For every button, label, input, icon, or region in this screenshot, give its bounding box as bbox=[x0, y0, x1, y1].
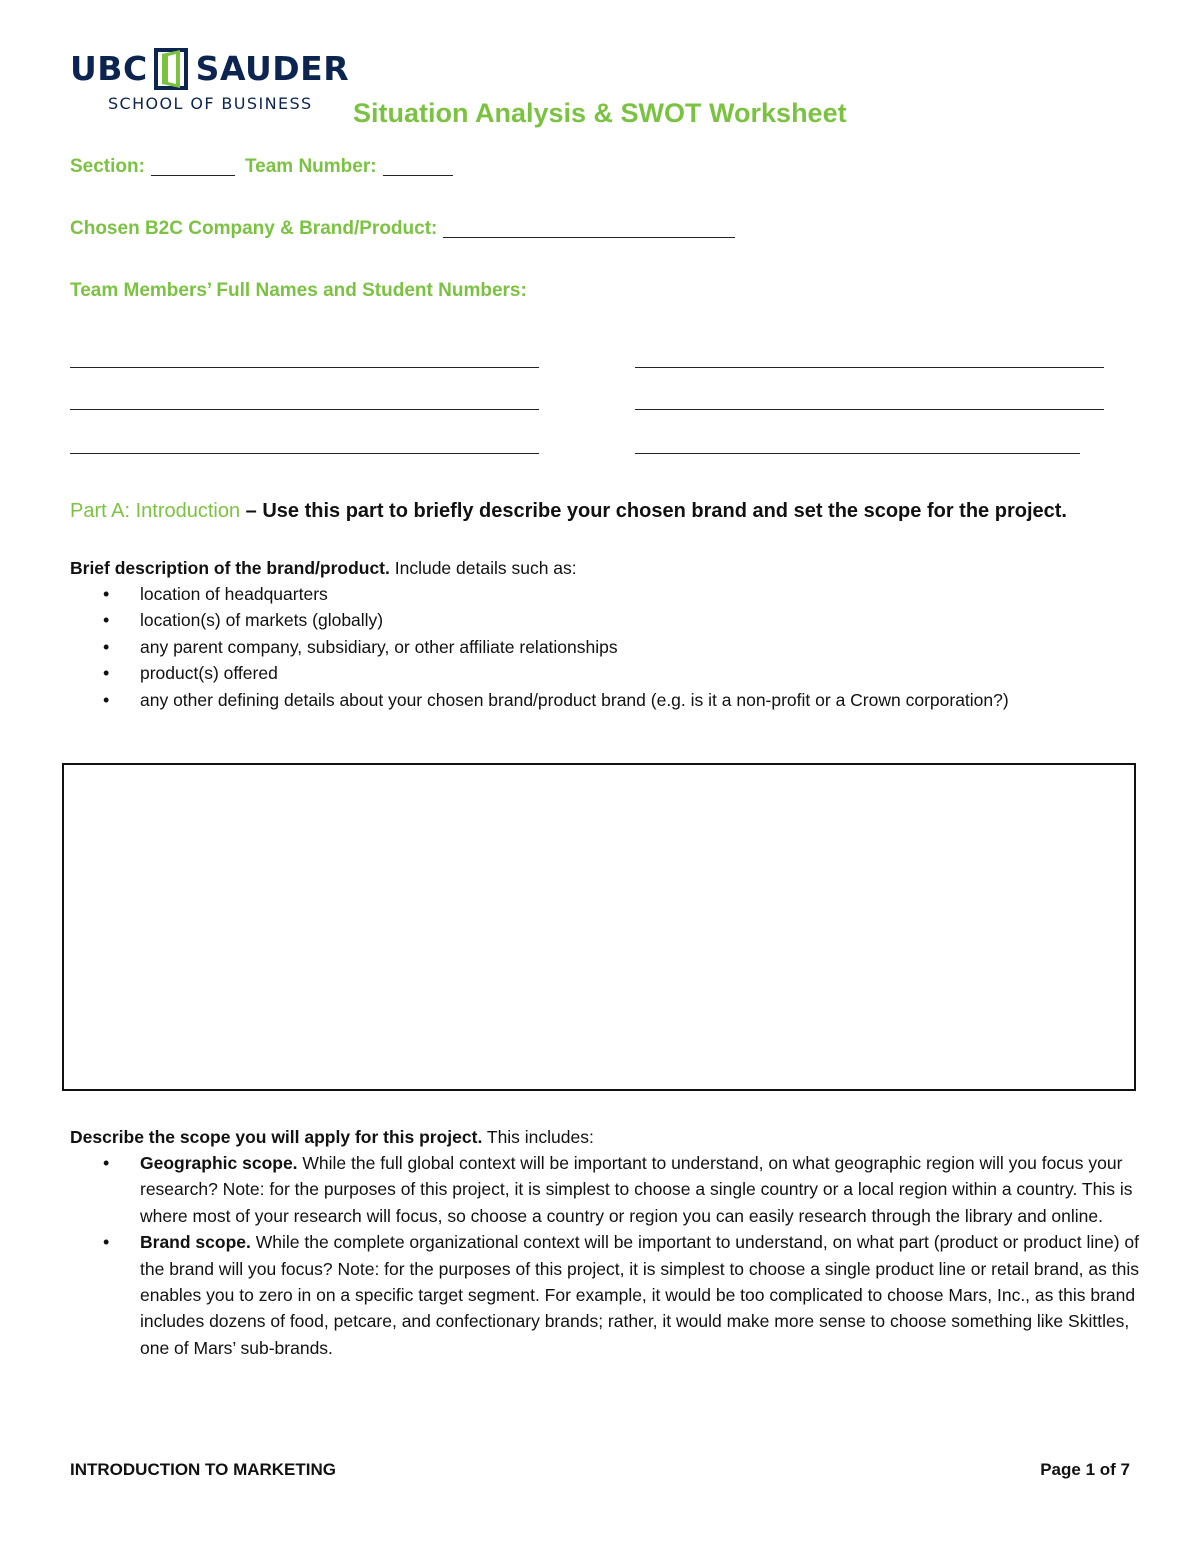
list-item: • location(s) of markets (globally) bbox=[70, 607, 1070, 633]
section-team-row bbox=[70, 156, 461, 178]
footer-page-number bbox=[1040, 1460, 1130, 1480]
members-row bbox=[70, 280, 527, 302]
scope-lead-bold: Describe the scope you will apply for this project. bbox=[70, 1127, 483, 1147]
brief-lead-bold: Brief description of the brand/product. bbox=[70, 558, 390, 578]
section-label: Section: bbox=[70, 156, 145, 177]
ubc-sauder-logo bbox=[70, 48, 360, 118]
list-item: • any other defining details about your chosen brand/product brand (e.g. is it a non-profit or a Crown corporation?) bbox=[70, 687, 1070, 713]
logo-sauder-text: SAUDER bbox=[195, 49, 350, 88]
list-item bbox=[70, 1229, 1140, 1361]
member-line-6[interactable] bbox=[635, 453, 1080, 454]
logo-door-icon bbox=[154, 48, 188, 90]
list-item: • location of headquarters bbox=[70, 581, 1070, 607]
logo-subtitle: SCHOOL OF BUSINESS bbox=[108, 94, 313, 113]
member-line-3[interactable] bbox=[70, 409, 539, 410]
brief-lead-rest: Include details such as: bbox=[389, 558, 577, 578]
part-a-heading bbox=[70, 500, 1067, 523]
part-a-description: – Use this part to briefly describe your chosen brand and set the scope for the project. bbox=[240, 500, 1067, 522]
scope-list bbox=[70, 1150, 1140, 1361]
brief-list bbox=[70, 581, 1070, 713]
page-title: Situation Analysis & SWOT Worksheet bbox=[353, 98, 847, 128]
page-prefix: Page bbox=[1040, 1460, 1086, 1479]
scope-heading bbox=[70, 1124, 1140, 1150]
member-line-4[interactable] bbox=[635, 409, 1104, 410]
company-field[interactable] bbox=[443, 219, 735, 238]
geographic-scope-title: Geographic scope. bbox=[140, 1153, 298, 1173]
brief-answer-box[interactable] bbox=[62, 763, 1136, 1091]
members-label: Team Members’ Full Names and Student Numbers: bbox=[70, 280, 527, 301]
section-field[interactable] bbox=[151, 157, 235, 176]
company-row bbox=[70, 218, 743, 240]
logo-ubc-text: UBC bbox=[70, 49, 148, 88]
team-number-label: Team Number: bbox=[244, 156, 377, 177]
company-label: Chosen B2C Company & Brand/Product: bbox=[70, 218, 438, 239]
team-number-field[interactable] bbox=[383, 157, 453, 176]
page-current: 1 bbox=[1085, 1460, 1096, 1479]
brand-scope-text: While the complete organizational context will be important to understand, on what part (product or product line) of the brand will you focus? Note: for the purposes of this project, it is simplest to choose a single product line or retail brand, as this enables you to zero in on a specific target segment. For example, it would be too complicated to choose Mars, Inc., as this brand includes dozens of food, petcare, and confectionary brands; rather, it would make more sense to choose something like Skittles, one of Mars’ sub-brands. bbox=[140, 1232, 1139, 1358]
member-line-2[interactable] bbox=[635, 367, 1104, 368]
scope-lead-rest: This includes: bbox=[482, 1127, 594, 1147]
page-total: 7 bbox=[1120, 1460, 1130, 1479]
footer-course: INTRODUCTION TO MARKETING bbox=[70, 1460, 337, 1479]
list-item: • any parent company, subsidiary, or other affiliate relationships bbox=[70, 634, 1070, 660]
member-line-1[interactable] bbox=[70, 367, 539, 368]
geographic-scope-text: While the full global context will be important to understand, on what geographic region will you focus your research? Note: for the purposes of this project, it is simplest to choose a single country or a local region within a country. This is where most of your research will focus, so choose a country or region you can easily research through the library and online. bbox=[140, 1153, 1133, 1226]
member-line-5[interactable] bbox=[70, 453, 539, 454]
page-of: of bbox=[1095, 1460, 1121, 1479]
brand-scope-title: Brand scope. bbox=[140, 1232, 251, 1253]
part-a-label: Part A: Introduction bbox=[70, 500, 241, 522]
scope-section bbox=[70, 1150, 1140, 1361]
list-item bbox=[70, 1150, 1140, 1229]
list-item: • product(s) offered bbox=[70, 660, 1070, 686]
brief-description-section bbox=[70, 555, 1140, 713]
